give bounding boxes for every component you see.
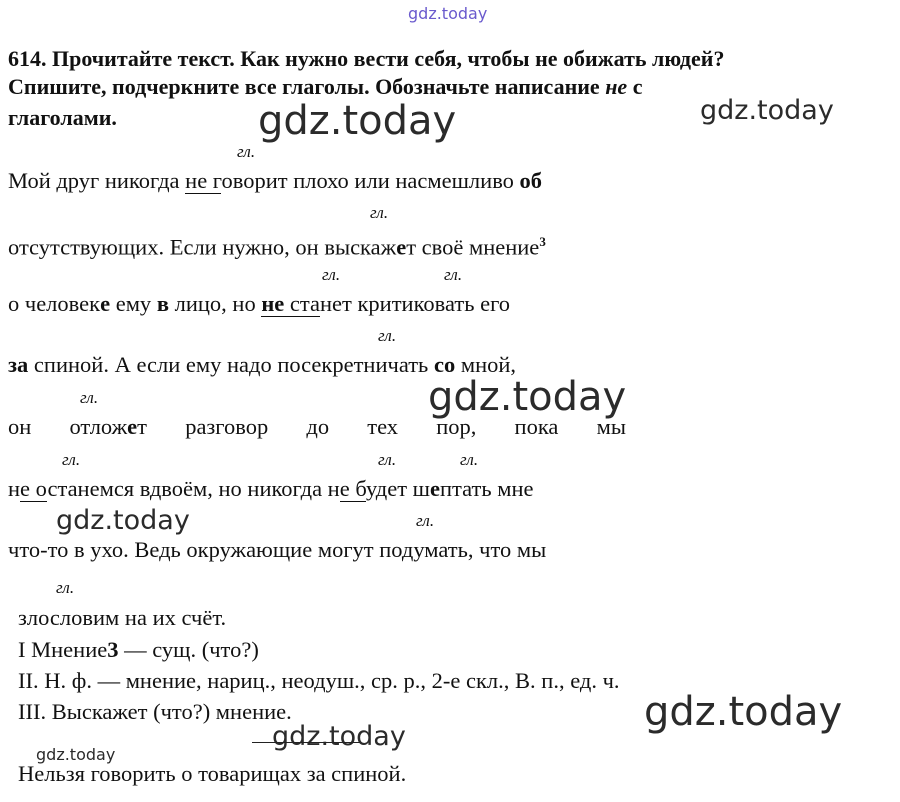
watermark: gdz.today xyxy=(700,95,834,126)
task-line-1: 614. Прочитайте текст. Как нужно вести себя, чтобы не обижать людей? xyxy=(8,46,725,71)
divider xyxy=(252,742,360,743)
verb-mark: гл. xyxy=(237,142,256,161)
text-line: что-то в ухо. Ведь окружающие могут подумать, что мы xyxy=(8,537,547,562)
analysis-line: III. Выскажет (что?) мнение. xyxy=(18,699,292,724)
text-line: злословим на их счёт. xyxy=(18,605,227,630)
watermark: gdz.today xyxy=(36,745,116,764)
text-line: о человеке ему в лицо, но не станет критиковать его xyxy=(8,291,510,316)
verb-mark: гл. xyxy=(62,450,81,469)
verb-mark: гл. xyxy=(460,450,479,469)
verb-mark: гл. xyxy=(56,578,75,597)
watermark: gdz.today xyxy=(644,689,843,735)
verb-mark: гл. xyxy=(378,450,397,469)
watermark: gdz.today xyxy=(272,721,406,752)
watermark: gdz.today xyxy=(56,505,190,536)
text-line: за спиной. А если ему надо посекретничать со мной, xyxy=(8,352,517,377)
verb-mark: гл. xyxy=(416,511,435,530)
watermark: gdz.today xyxy=(408,4,488,23)
verb-mark: гл. xyxy=(378,326,397,345)
text-line: он отложет разговор до тех пор, пока мы xyxy=(8,414,626,439)
text-line: Мой друг никогда не говорит плохо или насмешливо об xyxy=(8,168,543,193)
watermark: gdz.today xyxy=(428,374,627,420)
conclusion: Нельзя говорить о товарищах за спиной. xyxy=(18,761,407,786)
text-line: отсутствующих. Если нужно, он выскажет своё мнение$^3$ xyxy=(8,234,546,260)
analysis-line: I Мнение3 — сущ. (что?) xyxy=(18,637,259,662)
verb-mark: гл. xyxy=(370,203,389,222)
task-line-2: Спишите, подчеркните все глаголы. Обозначьте написание не с xyxy=(8,74,643,99)
verb-mark: гл. xyxy=(322,265,341,284)
watermark: gdz.today xyxy=(258,98,457,144)
verb-mark: гл. xyxy=(444,265,463,284)
verb-mark: гл. xyxy=(80,388,99,407)
analysis-line: II. Н. ф. — мнение, нариц., неодуш., ср. р., 2-е скл., В. п., ед. ч. xyxy=(18,668,620,693)
text-line: не останемся вдвоём, но никогда не будет шептать мне xyxy=(8,476,534,501)
task-line-3: глаголами. xyxy=(8,105,117,130)
